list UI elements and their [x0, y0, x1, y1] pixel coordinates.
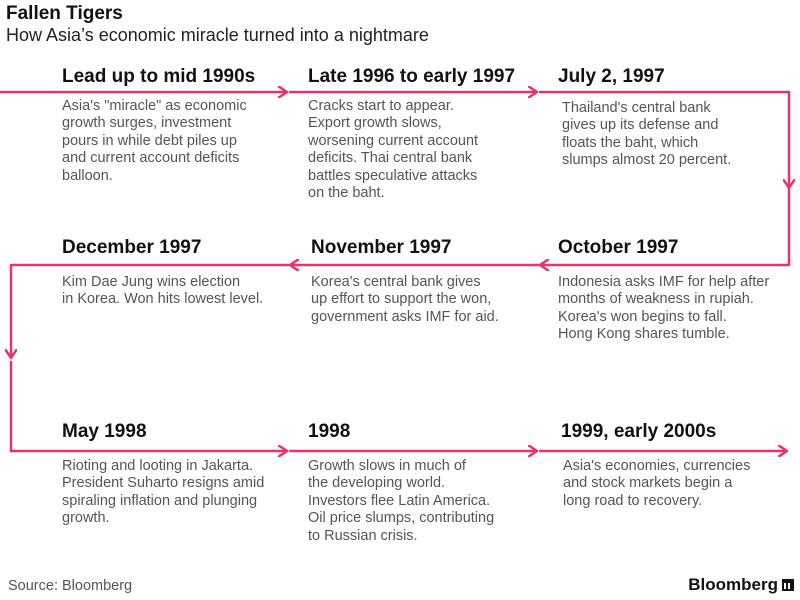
event-description: Asia's "miracle" as economic growth surges, investment pours in while debt piles up and current account deficits balloon.	[62, 98, 247, 184]
event-description: Rioting and looting in Jakarta. President Suharto resigns amid spiraling inflation and plunging growth.	[62, 458, 265, 527]
chart-title: Fallen Tigers	[6, 3, 123, 24]
event-description: Indonesia asks IMF for help after months of weakness in rupiah. Korea's won begins to fall. Hong Kong shares tumble.	[558, 274, 770, 343]
event-heading: October 1997	[558, 237, 679, 258]
event-heading: 1999, early 2000s	[561, 421, 717, 442]
bar-chart-icon	[782, 579, 794, 591]
event-heading: 1998	[308, 421, 351, 442]
event-description: Thailand's central bank gives up its defense and floats the baht, which slumps almost 20 percent.	[562, 100, 732, 169]
event-heading: December 1997	[62, 237, 202, 258]
chart-subtitle: How Asia’s economic miracle turned into a nightmare	[6, 25, 429, 45]
event-heading: Late 1996 to early 1997	[308, 66, 516, 87]
event-description: Korea's central bank gives up effort to support the won, government asks IMF for aid.	[311, 274, 499, 325]
brand-logo	[688, 575, 794, 595]
event-heading: July 2, 1997	[558, 66, 665, 87]
event-heading: November 1997	[311, 237, 452, 258]
source-note: Source: Bloomberg	[8, 578, 133, 594]
brand-name: Bloomberg	[688, 575, 778, 594]
event-description: Cracks start to appear. Export growth slows, worsening current account deficits. Thai central bank battles speculative attacks on the baht.	[308, 98, 479, 202]
connector-row3-a	[11, 362, 287, 451]
event-heading: Lead up to mid 1990s	[62, 66, 256, 87]
event-heading: May 1998	[62, 421, 147, 442]
event-description: Growth slows in much of the developing world. Investors flee Latin America. Oil price slumps, contributing to Russian crisis.	[308, 458, 495, 544]
event-description: Kim Dae Jung wins election in Korea. Won hits lowest level.	[62, 274, 264, 308]
event-description: Asia's economies, currencies and stock markets begin a long road to recovery.	[563, 458, 751, 509]
